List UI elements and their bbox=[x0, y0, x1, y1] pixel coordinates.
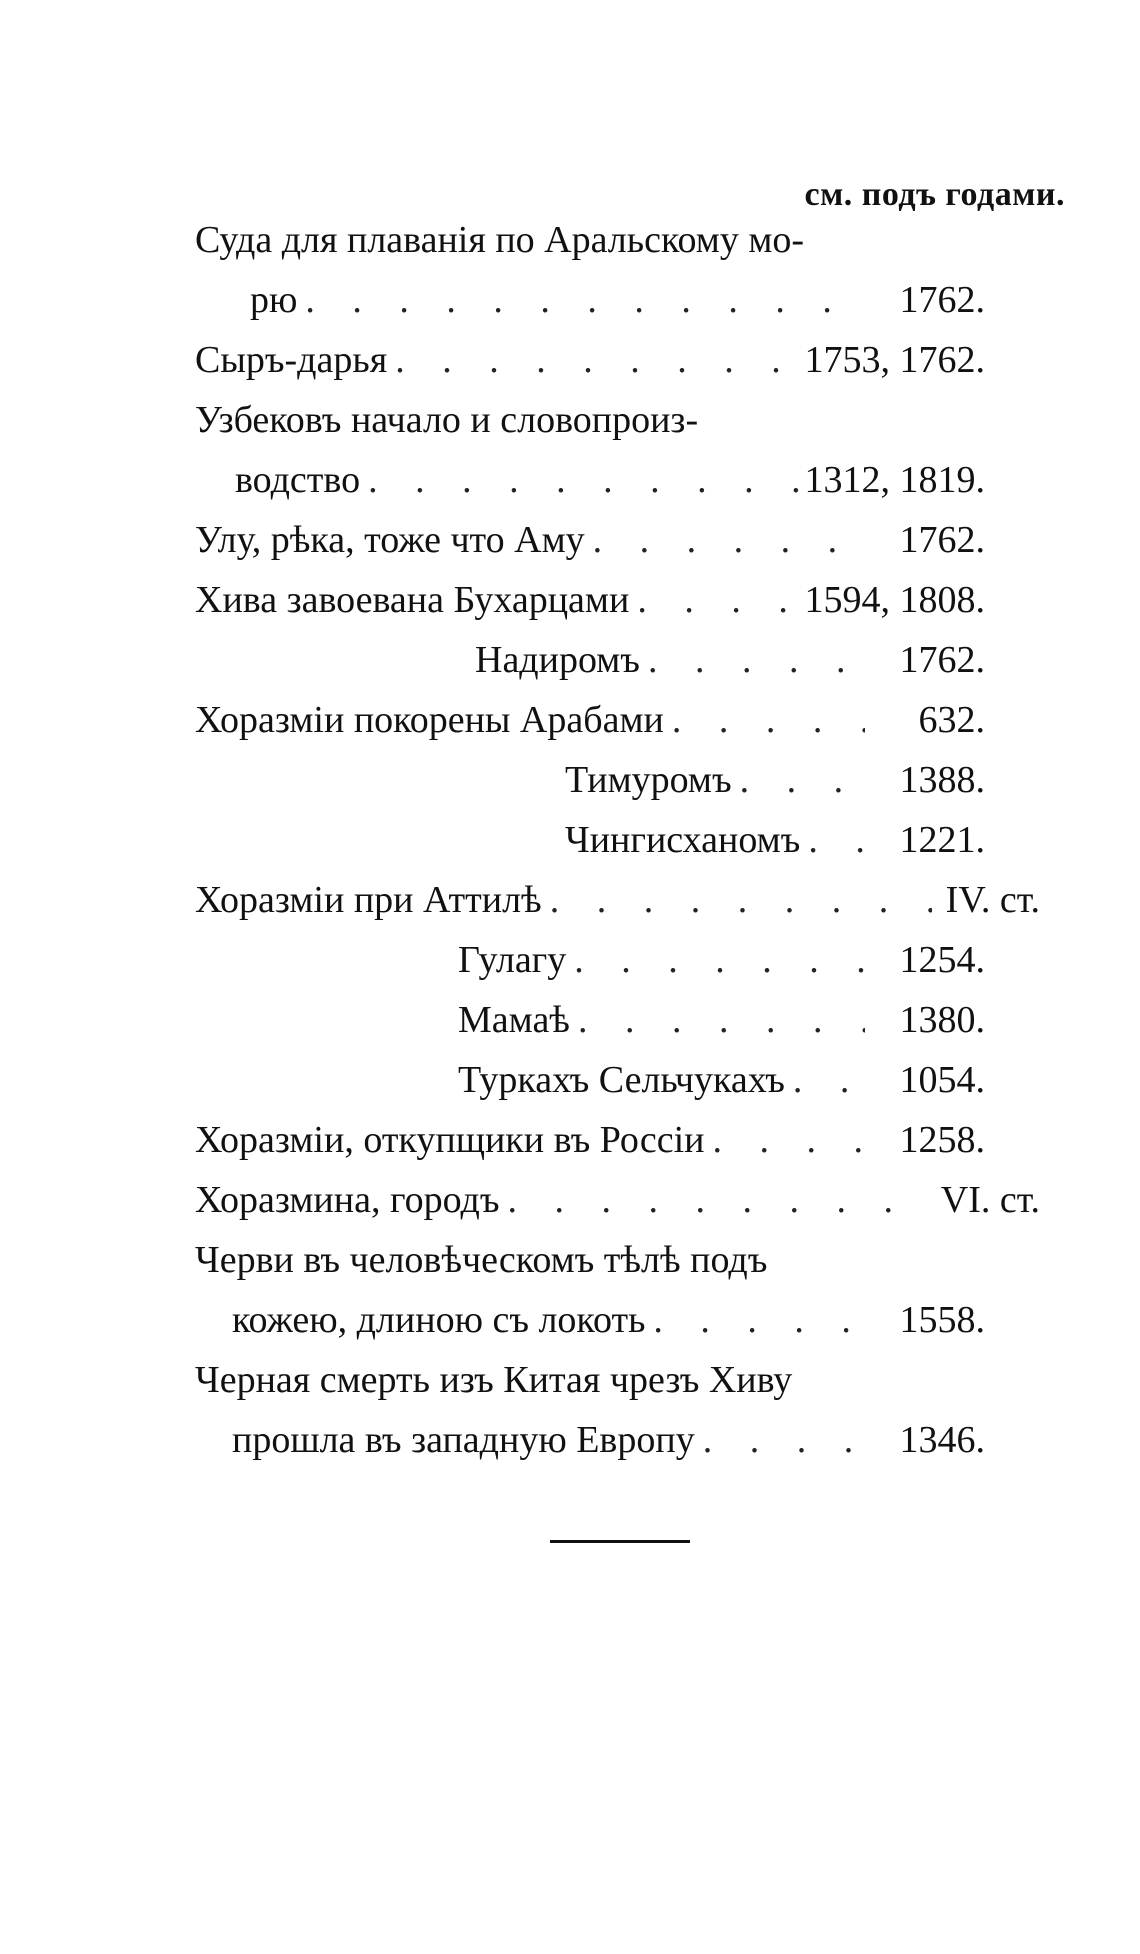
entry-year: 632. bbox=[918, 699, 985, 741]
entry-year: 1312, 1819. bbox=[804, 459, 985, 501]
entry-year: 1753, 1762. bbox=[804, 339, 985, 381]
entry-year: 1254. bbox=[899, 939, 985, 981]
index-entry bbox=[458, 998, 985, 1058]
entry-text: Чингисханомъ bbox=[565, 819, 801, 861]
leader-dots bbox=[695, 1418, 865, 1462]
index-entry bbox=[250, 278, 985, 338]
leader-dots bbox=[360, 458, 804, 502]
index-entry bbox=[235, 458, 985, 518]
leader-dots bbox=[800, 818, 865, 862]
leader-dots bbox=[705, 1118, 866, 1162]
index-entry bbox=[565, 758, 985, 818]
index-entry bbox=[195, 878, 1040, 938]
leader-dots bbox=[785, 1058, 865, 1102]
index-entry bbox=[232, 1418, 985, 1478]
entry-text: Черная смерть изъ Китая чрезъ Хиву bbox=[195, 1359, 793, 1401]
entry-text: Узбековъ начало и словопроиз- bbox=[195, 399, 699, 441]
index-entry bbox=[232, 1298, 985, 1358]
index-entry bbox=[195, 1238, 985, 1298]
index-entry bbox=[195, 1358, 985, 1418]
entry-text: водство bbox=[235, 459, 361, 501]
entry-text: Тимуромъ bbox=[565, 759, 732, 801]
entry-year: 1054. bbox=[899, 1059, 985, 1101]
column-header: см. подъ годами. bbox=[804, 176, 1065, 213]
entry-text: Черви въ человѣческомъ тѣлѣ подъ bbox=[195, 1239, 768, 1281]
index-entry bbox=[195, 1118, 985, 1178]
entry-year: 1346. bbox=[899, 1419, 985, 1461]
index-entry bbox=[195, 398, 985, 458]
index-entry bbox=[195, 338, 985, 398]
entry-year: 1762. bbox=[899, 519, 985, 561]
entry-text: Туркахъ Сельчукахъ bbox=[458, 1059, 785, 1101]
leader-dots bbox=[542, 878, 932, 922]
entry-century: VI. ст. bbox=[940, 1179, 1040, 1221]
leader-dots bbox=[645, 1298, 865, 1342]
leader-dots bbox=[640, 638, 865, 682]
entry-text: кожею, длиною съ локоть bbox=[232, 1299, 646, 1341]
index-entry bbox=[195, 218, 985, 278]
entry-year: 1388. bbox=[899, 759, 985, 801]
index-entry bbox=[195, 1178, 1040, 1238]
entry-century: IV. ст. bbox=[945, 879, 1040, 921]
entry-text: Улу, рѣка, тоже что Аму bbox=[195, 519, 585, 561]
entry-text: Мамаѣ bbox=[458, 999, 570, 1041]
entry-text: Хоразміи, откупщики въ Россіи bbox=[195, 1119, 705, 1161]
leader-dots bbox=[500, 1178, 932, 1222]
leader-dots bbox=[387, 338, 804, 382]
entry-year: 1258. bbox=[899, 1119, 985, 1161]
index-entry bbox=[565, 818, 985, 878]
entry-text: Гулагу bbox=[458, 939, 567, 981]
leader-dots bbox=[570, 998, 865, 1042]
index-entry bbox=[458, 938, 985, 998]
leader-dots bbox=[732, 758, 865, 802]
leader-dots bbox=[585, 518, 865, 562]
entry-year: 1594, 1808. bbox=[804, 579, 985, 621]
entry-text: Хоразміи покорены Арабами bbox=[195, 699, 664, 741]
leader-dots bbox=[664, 698, 865, 742]
index-entry bbox=[195, 698, 985, 758]
entry-year: 1762. bbox=[899, 639, 985, 681]
entry-text: рю bbox=[250, 279, 298, 321]
entry-text: Сыръ-дарья bbox=[195, 339, 388, 381]
index-entry bbox=[458, 1058, 985, 1118]
entry-year: 1558. bbox=[899, 1299, 985, 1341]
index-entry bbox=[475, 638, 985, 698]
entry-text: прошла въ западную Европу bbox=[232, 1419, 695, 1461]
index-entry bbox=[195, 518, 985, 578]
leader-dots bbox=[297, 278, 865, 322]
leader-dots bbox=[566, 938, 865, 982]
index-entry bbox=[195, 578, 985, 638]
entry-year: 1762. bbox=[899, 279, 985, 321]
entry-year: 1380. bbox=[899, 999, 985, 1041]
entry-text: Хива завоевана Бухарцами bbox=[195, 579, 630, 621]
leader-dots bbox=[629, 578, 804, 622]
entry-text: Хоразмина, городъ bbox=[195, 1179, 500, 1221]
entry-text: Хоразміи при Аттилѣ bbox=[195, 879, 542, 921]
entry-text: Суда для плаванія по Аральскому мо- bbox=[195, 219, 805, 261]
entry-year: 1221. bbox=[899, 819, 985, 861]
entry-text: Надиромъ bbox=[475, 639, 640, 681]
end-rule bbox=[550, 1540, 690, 1543]
